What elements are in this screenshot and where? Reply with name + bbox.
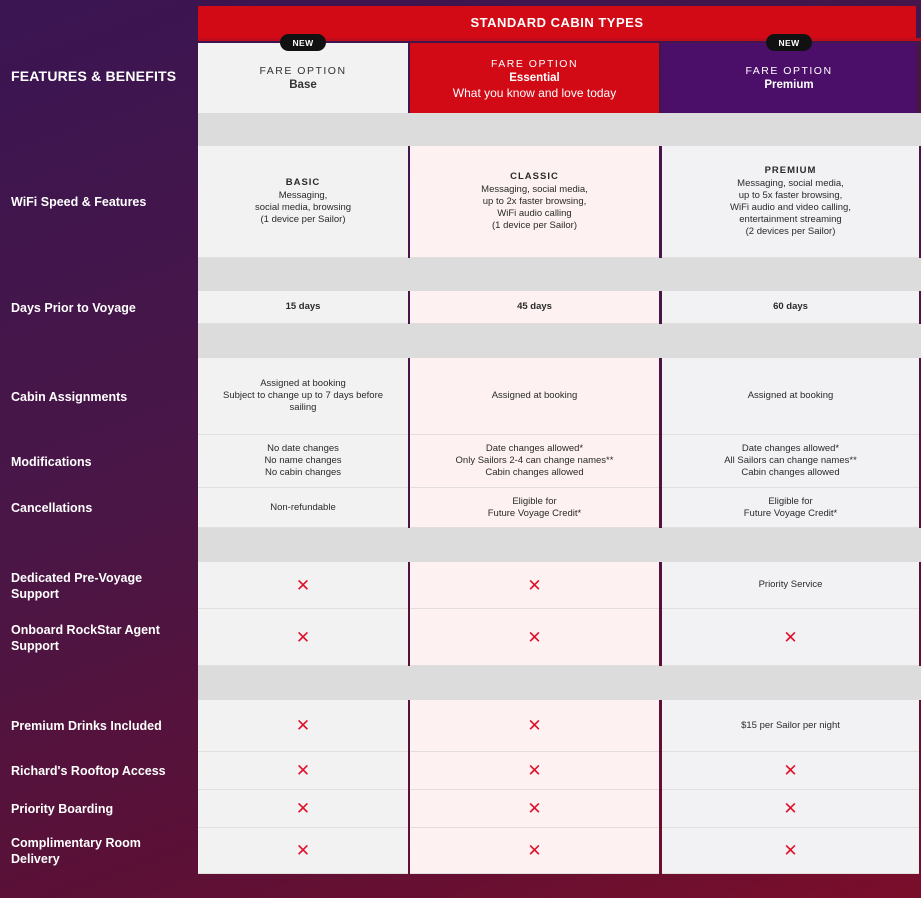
x-mark-icon: ✕: [527, 575, 542, 595]
cancel-line: Future Voyage Credit*: [487, 507, 582, 519]
feature-modifications: Modifications: [11, 454, 92, 469]
modifications-base-cell: [198, 435, 408, 488]
cabin-line: sailing: [289, 402, 317, 413]
x-mark-icon: ✕: [527, 799, 542, 818]
wifi-line: social media, browsing: [254, 202, 352, 213]
cabin-essential-cell: Assigned at booking: [410, 358, 659, 435]
wifi-line: WiFi audio calling: [497, 208, 572, 219]
feature-room-delivery: Complimentary Room Delivery: [11, 836, 141, 866]
rooftop-premium-cell: [662, 752, 919, 790]
mod-line: Only Sailors 2-4 can change names**: [455, 455, 614, 466]
rooftop-base-cell: [198, 752, 408, 790]
wifi-line: (2 devices per Sailor): [745, 226, 836, 237]
mod-line: Date changes allowed*: [741, 443, 840, 454]
room-delivery-base-cell: [198, 828, 408, 874]
feature-rockstar-agent: Onboard RockStar Agent Support: [11, 622, 160, 653]
x-mark-icon: ✕: [783, 799, 798, 818]
wifi-tier-title: BASIC: [285, 177, 321, 188]
x-mark-icon: ✕: [527, 627, 542, 647]
x-mark-icon: ✕: [527, 761, 542, 780]
rockstar-base-cell: [198, 609, 408, 666]
modifications-premium-cell: [662, 435, 919, 488]
boarding-essential-cell: [410, 790, 659, 828]
mod-line: No cabin changes: [264, 467, 342, 478]
mod-line: All Sailors can change names**: [724, 455, 857, 466]
wifi-line: entertainment streaming: [739, 214, 842, 225]
feature-cabin-assignments: Cabin Assignments: [11, 389, 128, 404]
boarding-premium-cell: [662, 790, 919, 828]
days-base-cell: 15 days: [198, 291, 408, 324]
wifi-premium-cell: [662, 146, 919, 258]
modifications-essential-cell: [410, 435, 659, 488]
rockstar-essential-cell: [410, 609, 659, 666]
fare-name-essential: Essential: [509, 71, 560, 84]
x-mark-icon: ✕: [295, 761, 311, 780]
cabin-premium-cell: Assigned at booking: [662, 358, 919, 435]
boarding-base-cell: [198, 790, 408, 828]
x-mark-icon: ✕: [295, 716, 311, 735]
room-delivery-premium-cell: [662, 828, 919, 874]
mod-line: Date changes allowed*: [485, 443, 584, 454]
drinks-base-cell: [198, 700, 408, 752]
cancel-line: Future Voyage Credit*: [743, 507, 838, 519]
feature-rooftop-access: Richard's Rooftop Access: [11, 764, 166, 778]
fare-option-base[interactable]: [198, 43, 408, 113]
wifi-essential-cell: [410, 146, 659, 258]
section-separator: [198, 666, 921, 700]
wifi-line: WiFi audio and video calling,: [730, 202, 851, 213]
wifi-tier-title: PREMIUM: [764, 165, 817, 176]
feature-priority-boarding: Priority Boarding: [11, 802, 114, 816]
fare-subtitle-essential: What you know and love today: [452, 85, 617, 100]
wifi-line: Messaging, social media,: [737, 178, 844, 189]
fare-name-premium: Premium: [764, 79, 814, 91]
pre-voyage-base-cell: [198, 562, 408, 609]
fare-option-label: FARE OPTION: [490, 57, 579, 70]
section-separator: [198, 324, 921, 358]
days-premium-cell: 60 days: [662, 291, 919, 324]
wifi-line: Messaging, social media,: [481, 184, 588, 195]
x-mark-icon: ✕: [295, 627, 311, 647]
fare-option-label: FARE OPTION: [745, 65, 833, 77]
cancellations-base-cell: Non-refundable: [198, 488, 408, 528]
feature-premium-drinks: Premium Drinks Included: [11, 719, 162, 733]
feature-pre-voyage-support: Dedicated Pre-Voyage Support: [11, 570, 143, 601]
x-mark-icon: ✕: [295, 841, 311, 860]
new-badge-premium: NEW: [766, 34, 812, 51]
x-mark-icon: ✕: [527, 841, 542, 860]
cancel-line: Eligible for: [768, 495, 813, 507]
mod-line: Cabin changes allowed: [485, 467, 584, 478]
wifi-line: (1 device per Sailor): [260, 214, 346, 225]
new-badge-base: NEW: [280, 34, 326, 51]
wifi-line: up to 2x faster browsing,: [482, 196, 587, 207]
rockstar-premium-cell: [662, 609, 919, 666]
x-mark-icon: ✕: [783, 627, 798, 647]
mod-line: No date changes: [267, 443, 339, 454]
x-mark-icon: ✕: [783, 841, 798, 860]
section-separator: [198, 113, 921, 146]
wifi-line: Messaging,: [278, 190, 328, 201]
section-separator: [198, 528, 921, 562]
wifi-line: up to 5x faster browsing,: [738, 190, 843, 201]
feature-cancellations: Cancellations: [11, 501, 93, 515]
rooftop-essential-cell: [410, 752, 659, 790]
mod-line: Cabin changes allowed: [741, 467, 840, 478]
fare-option-essential[interactable]: [410, 43, 659, 113]
days-essential-cell: 45 days: [410, 291, 659, 324]
cabin-base-cell: [198, 358, 408, 435]
cancellations-essential-cell: [410, 488, 659, 528]
feature-wifi: WiFi Speed & Features: [11, 195, 147, 209]
pre-voyage-premium-cell: Priority Service: [662, 562, 919, 609]
x-mark-icon: ✕: [295, 799, 311, 818]
wifi-base-cell: [198, 146, 408, 258]
mod-line: No name changes: [264, 455, 342, 466]
fare-name-base: Base: [289, 79, 317, 91]
drinks-premium-cell: $15 per Sailor per night: [662, 700, 919, 752]
standard-cabin-types-banner: STANDARD CABIN TYPES: [198, 6, 916, 38]
features-title: FEATURES & BENEFITS: [11, 68, 177, 84]
cabin-line: Assigned at booking: [260, 378, 346, 389]
wifi-tier-title: CLASSIC: [510, 171, 559, 182]
wifi-line: (1 device per Sailor): [491, 220, 577, 231]
room-delivery-essential-cell: [410, 828, 659, 874]
cancel-line: Eligible for: [512, 495, 557, 507]
feature-days-prior: Days Prior to Voyage: [11, 300, 136, 315]
x-mark-icon: ✕: [783, 761, 798, 780]
cabin-line: Subject to change up to 7 days before: [222, 390, 384, 401]
x-mark-icon: ✕: [527, 716, 542, 735]
section-separator: [198, 258, 921, 291]
pre-voyage-essential-cell: [410, 562, 659, 609]
drinks-essential-cell: [410, 700, 659, 752]
fare-option-label: FARE OPTION: [259, 65, 347, 77]
cancellations-premium-cell: [662, 488, 919, 528]
fare-option-premium[interactable]: [662, 43, 916, 113]
x-mark-icon: ✕: [295, 575, 311, 595]
